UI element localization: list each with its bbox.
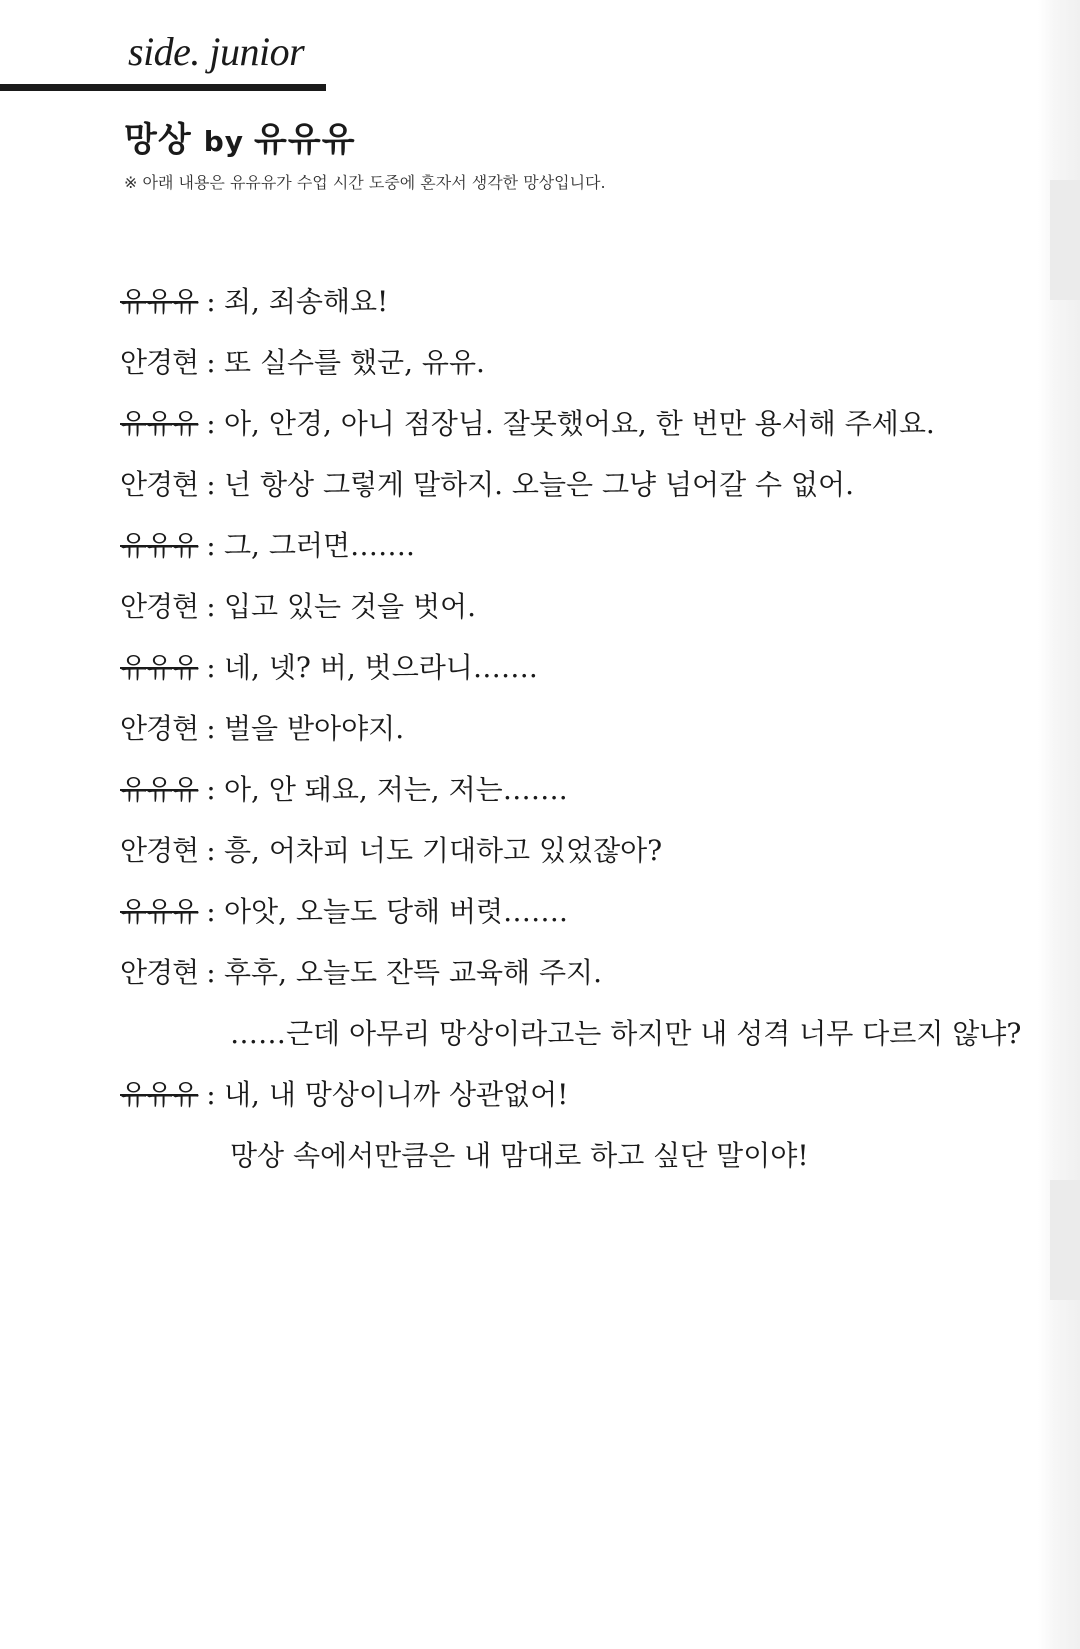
speaker-name: 유유유	[120, 529, 199, 562]
intro-note: ※ 아래 내용은 유유유가 수업 시간 도중에 혼자서 생각한 망상입니다.	[124, 173, 606, 192]
speaker-name: 유유유	[120, 895, 199, 928]
speaker-name: 안경현	[120, 956, 199, 989]
speech-text: 아, 안 돼요, 저는, 저는…….	[224, 773, 568, 806]
speech-text: 내, 내 망상이니까 상관없어!	[224, 1078, 569, 1111]
title-main: 망상	[124, 120, 192, 160]
speech-text: 넌 항상 그렇게 말하지. 오늘은 그냥 넘어갈 수 없어.	[224, 468, 854, 501]
page-edge-shadow	[1038, 0, 1080, 1649]
dialogue	[120, 278, 1020, 1193]
dialogue-line	[120, 1071, 1020, 1132]
page-header	[0, 0, 340, 95]
title-author: 유유유	[254, 120, 356, 160]
speaker-colon: :	[206, 407, 216, 440]
speaker-colon: :	[206, 285, 216, 318]
dialogue-line	[120, 1010, 1020, 1071]
header-rule	[0, 84, 326, 91]
speaker-colon: :	[206, 651, 216, 684]
dialogue-line	[120, 766, 1020, 827]
series-label: side. junior	[128, 29, 305, 74]
speech-text: 아, 안경, 아니 점장님. 잘못했어요, 한 번만 용서해 주세요.	[224, 407, 935, 440]
dialogue-line	[120, 644, 1020, 705]
dialogue-line	[120, 1132, 1020, 1193]
speaker-colon: :	[206, 590, 216, 623]
dialogue-line	[120, 400, 1020, 461]
speech-text: 망상 속에서만큼은 내 맘대로 하고 싶단 말이야!	[230, 1139, 809, 1172]
speaker-name: 안경현	[120, 590, 199, 623]
title-by: by	[203, 125, 244, 158]
dialogue-line	[120, 339, 1020, 400]
speech-text: 벌을 받아야지.	[224, 712, 405, 745]
speaker-name: 유유유	[120, 407, 199, 440]
dialogue-line	[120, 583, 1020, 644]
speaker-colon: :	[206, 773, 216, 806]
speaker-name: 안경현	[120, 834, 199, 867]
speaker-name: 안경현	[120, 468, 199, 501]
speaker-name: 유유유	[120, 651, 199, 684]
dialogue-line	[120, 522, 1020, 583]
speaker-colon: :	[206, 1078, 216, 1111]
speaker-name: 안경현	[120, 346, 199, 379]
speaker-colon: :	[206, 529, 216, 562]
dialogue-line	[120, 461, 1020, 522]
dialogue-line	[120, 827, 1020, 888]
speech-text: 입고 있는 것을 벗어.	[224, 590, 476, 623]
speaker-colon: :	[206, 346, 216, 379]
speech-text: 그, 그러면…….	[224, 529, 415, 562]
dialogue-line	[120, 888, 1020, 949]
speaker-colon: :	[206, 712, 216, 745]
speaker-name: 유유유	[120, 285, 199, 318]
speaker-name: 안경현	[120, 712, 199, 745]
speech-text: ……근데 아무리 망상이라고는 하지만 내 성격 너무 다르지 않냐?	[230, 1017, 1022, 1050]
speaker-name: 유유유	[120, 773, 199, 806]
speaker-colon: :	[206, 834, 216, 867]
speaker-colon: :	[206, 895, 216, 928]
speaker-colon: :	[206, 468, 216, 501]
speaker-colon: :	[206, 956, 216, 989]
dialogue-line	[120, 705, 1020, 766]
speech-text: 죄, 죄송해요!	[224, 285, 389, 318]
speech-text: 아앗, 오늘도 당해 버렷…….	[224, 895, 568, 928]
page-edge-band	[1050, 1180, 1080, 1300]
dialogue-line	[120, 949, 1020, 1010]
speech-text: 흥, 어차피 너도 기대하고 있었잖아?	[224, 834, 663, 867]
speech-text: 또 실수를 했군, 유유.	[224, 346, 485, 379]
speech-text: 후후, 오늘도 잔뜩 교육해 주지.	[224, 956, 602, 989]
speech-text: 네, 넷? 버, 벗으라니…….	[224, 651, 538, 684]
page-title	[124, 112, 356, 161]
speaker-name: 유유유	[120, 1078, 199, 1111]
page-edge-band	[1050, 180, 1080, 300]
dialogue-line	[120, 278, 1020, 339]
